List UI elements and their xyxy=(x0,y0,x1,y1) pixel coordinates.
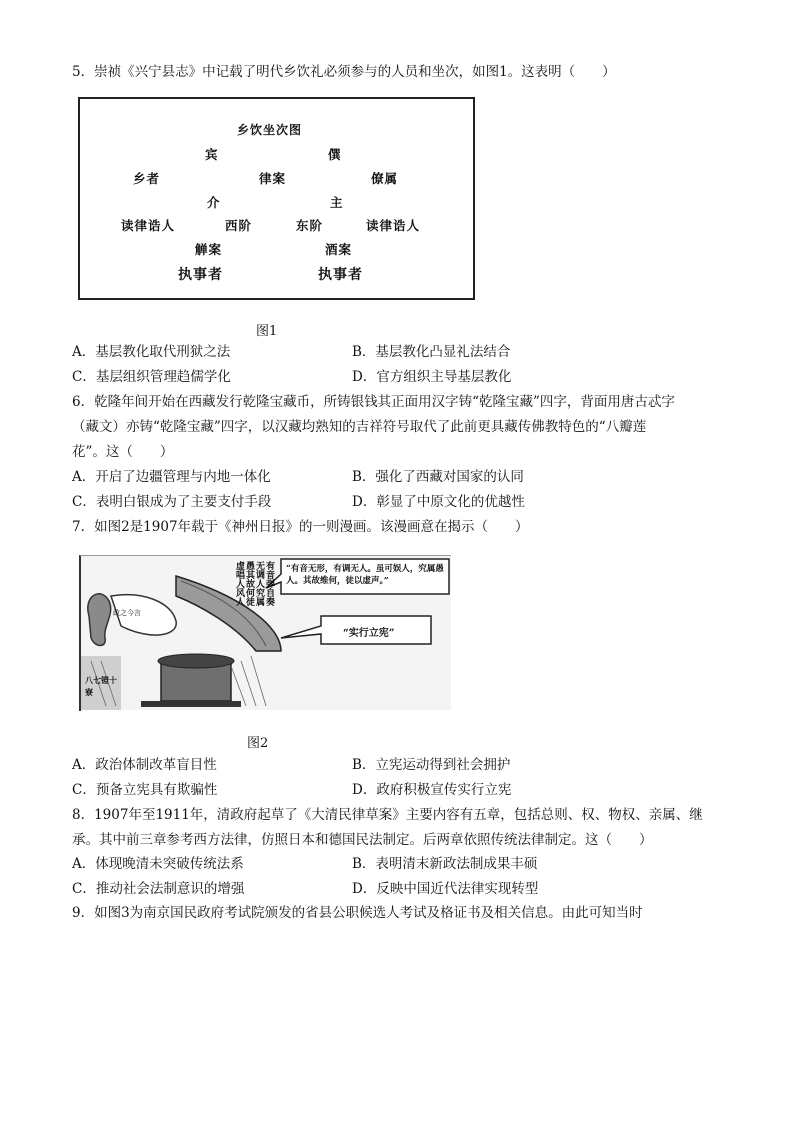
figure-2-caption: 图2 xyxy=(247,736,269,751)
q5-option-d[interactable]: D．官方组织主导基层教化 xyxy=(352,369,512,385)
q8-option-b[interactable]: B．表明清末新政法制成果丰硕 xyxy=(352,856,538,872)
q8-option-d[interactable]: D．反映中国近代法律实现转型 xyxy=(352,881,539,897)
q9-stem: 9．如图3为南京国民政府考试院颁发的省县公职候选人考试及格证书及相关信息。由此可知当时 xyxy=(72,905,643,921)
q8-stem-line-1: 8．1907年至1911年，清政府起草了《大清民律草案》主要内容有五章，包括总则、权、物权、亲属、继 xyxy=(72,807,703,823)
q7-option-c[interactable]: C．预备立宪具有欺骗性 xyxy=(72,782,218,798)
q6-stem-line-3: 花”。这（ ） xyxy=(72,444,174,460)
q6-option-c[interactable]: C．表明白银成为了主要支付手段 xyxy=(72,494,272,510)
seat-zhi-table: 觯案 xyxy=(195,242,223,257)
seat-law-reader-left: 读律诰人 xyxy=(121,218,176,233)
q7-option-b[interactable]: B．立宪运动得到社会拥护 xyxy=(352,757,511,773)
seat-law-reader-right: 读律诰人 xyxy=(366,218,421,233)
seat-host: 主 xyxy=(330,195,344,210)
seat-elders: 乡者 xyxy=(133,171,161,186)
figure-1-seating-chart xyxy=(78,97,475,300)
seat-east-steps: 东阶 xyxy=(296,218,324,233)
q6-option-a[interactable]: A．开启了边疆管理与内地一体化 xyxy=(72,469,271,485)
q5-option-c[interactable]: C．基层组织管理趋儒学化 xyxy=(72,369,231,385)
seating-chart-title: 乡饮坐次图 xyxy=(237,123,303,137)
figure-1-caption: 图1 xyxy=(256,324,278,339)
q7-stem: 7．如图2是1907年载于《神州日报》的一则漫画。该漫画意在揭示（ ） xyxy=(72,519,529,535)
q7-option-a[interactable]: A．政治体制改革盲目性 xyxy=(72,757,217,773)
ear-label: 政之今言 xyxy=(113,609,141,617)
q6-option-b[interactable]: B．强化了西藏对国家的认同 xyxy=(352,469,524,485)
seat-attendants-right: 执事者 xyxy=(318,267,363,283)
seat-wine-table: 酒案 xyxy=(325,242,353,257)
seat-zhuan: 僎 xyxy=(328,147,342,162)
q5-stem: 5．崇祯《兴宁县志》中记载了明代乡饮礼必须参与的人员和坐次，如图1。这表明（ ） xyxy=(72,64,616,80)
q5-option-a[interactable]: A．基层教化取代刑狱之法 xyxy=(72,344,231,360)
figure-2-cartoon xyxy=(79,555,451,711)
q8-stem-line-2: 承。其中前三章参考西方法律，仿照日本和德国民法制定。后两章依照传统法律制定。这（ ） xyxy=(72,832,653,848)
seat-attendants-left: 执事者 xyxy=(178,267,223,283)
seat-officials: 僚属 xyxy=(371,171,399,186)
seat-guest: 宾 xyxy=(205,147,219,162)
seat-jie: 介 xyxy=(207,195,221,210)
seat-law-table: 律案 xyxy=(259,171,287,186)
q5-option-b[interactable]: B．基层教化凸显礼法结合 xyxy=(352,344,511,360)
seat-west-steps: 西阶 xyxy=(225,218,253,233)
corner-label: 八七镫十寮 xyxy=(85,675,117,697)
q8-option-c[interactable]: C．推动社会法制意识的增强 xyxy=(72,881,245,897)
q7-option-d[interactable]: D．政府积极宣传实行立宪 xyxy=(352,782,512,798)
q6-stem-line-2: （藏文）亦铸“乾隆宝藏”四字，以汉藏均熟知的吉祥符号取代了此前更具藏传佛教特色的“八瓣莲 xyxy=(72,419,647,435)
cartoon-side-text: 有音弹自奏无调人究属愚其故何徒虚唱人风人 xyxy=(234,561,274,606)
horn-label: “实行立宪” xyxy=(343,628,395,639)
q8-option-a[interactable]: A．体现晚清未突破传统法系 xyxy=(72,856,244,872)
q6-stem-line-1: 6．乾隆年间开始在西藏发行乾隆宝藏币，所铸银钱其正面用汉字铸“乾隆宝藏”四字，背面用唐古忒字 xyxy=(72,394,675,410)
speech-bubble-text: “有音无形，有调无人。虽可娱人，究属愚人。其故维何，徒以虚声。” xyxy=(286,564,444,586)
q6-option-d[interactable]: D．彰显了中原文化的优越性 xyxy=(352,494,525,510)
